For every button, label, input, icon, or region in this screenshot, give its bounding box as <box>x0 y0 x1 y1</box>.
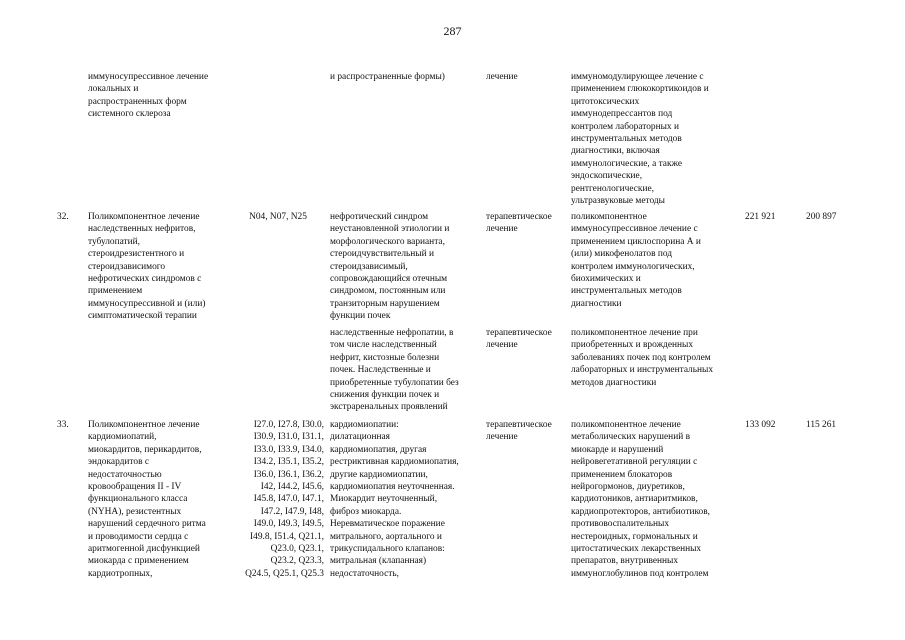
row-3-codes: I27.0, I27.8, I30.0, I30.9, I31.0, I31.1, I33.0, I33.9, I34.0, I34.2, I35.1, I35.2, I36.0, I36.1, I36.2, I42, I44.2, I45.6, I45.8, I47.0, I47.1, I47.2, I47.9, I48, I49.0, I49.3, I49.5, I49.8, I51.4, Q21.1, Q23.0, Q23.1, Q23.2, Q23.3, Q24.5, Q25.1, Q25.3 <box>245 420 324 579</box>
row-3-volume-1: 133 092 <box>745 420 776 430</box>
row-1-type: терапевтическое лечение <box>486 212 552 235</box>
row-1-number: 32. <box>57 212 69 222</box>
row-3-model: кардиомиопатии: дилатационная кардиомиопатия, другая рестриктивная кардиомиопатия, другие кардиомиопатии, кардиомиопатия неуточненная. Миокардит неуточненный, фиброз миокарда. Неревматическое поражение митрального, аортального и трикуспидального клапанов: митральная (клапанная) недостаточность, <box>330 420 459 579</box>
row-0-model: и распространенные формы) <box>330 72 445 82</box>
row-1-name: Поликомпонентное лечение наследственных нефритов, тубулопатий, стероидрезистентного и стероидзависимого нефротических синдромов с применением иммуносупрессивной и (или) симптоматической терапии <box>88 212 206 322</box>
row-2-type: терапевтическое лечение <box>486 328 552 351</box>
row-0-method: иммуномодулирующее лечение с применением глюкокортикоидов и цитотоксических иммунодепрессантов под контролем лабораторных и инструментальных методов диагностики, включая иммунологические, а также эндоскопические, рентгенологические, ультразвуковые методы <box>571 72 709 207</box>
row-1-codes: N04, N07, N25 <box>249 212 307 222</box>
row-2-method: поликомпонентное лечение при приобретенных и врожденных заболеваниях почек под контролем лабораторных и инструментальных методов диагностики <box>571 328 714 388</box>
row-3-name: Поликомпонентное лечение кардиомиопатий, миокардитов, перикардитов, эндокардитов с недостаточностью кровообращения II - IV функционального класса (NYHA), резистентных нарушений сердечного ритма и проводимости сердца с аритмогенной дисфункцией миокарда с применением кардиотропных, <box>88 420 206 579</box>
row-3-type: терапевтическое лечение <box>486 420 552 443</box>
row-1-volume-1: 221 921 <box>745 212 776 222</box>
row-3-number: 33. <box>57 420 69 430</box>
row-2-model: наследственные нефропатии, в том числе наследственный нефрит, кистозные болезни почек. Наследственные и приобретенные тубулопатии без снижения функции почек и экстраренальных проявлений <box>330 328 459 413</box>
page-number: 287 <box>443 24 462 38</box>
row-0-type: лечение <box>486 72 518 82</box>
row-0-name: иммуносупрессивное лечение локальных и распространенных форм системного склероза <box>88 72 209 120</box>
row-3-volume-2: 115 261 <box>806 420 837 430</box>
row-1-model: нефротический синдром неустановленной этиологии и морфологического варианта, стероидчувствительный и стероидзависимый, сопровождающийся отечным синдромом, постоянным или транзиторным нарушением функции почек <box>330 212 450 322</box>
row-3-method: поликомпонентное лечение метаболических нарушений в миокарде и нарушений нейровегетативной регуляции с применением блокаторов нейрогормонов, диуретиков, кардиотоников, антиаритмиков, кардиопротекторов, антибиотиков, противовоспалительных нестероидных, гормональных и цитостатических лекарственных препаратов, внутривенных иммуноглобулинов под контролем <box>571 420 711 579</box>
row-1-method: поликомпонентное иммуносупрессивное лечение с применением циклоспорина А и (или) микофенолатов под контролем иммунологических, биохимических и инструментальных методов диагностики <box>571 212 701 309</box>
row-1-volume-2: 200 897 <box>806 212 837 222</box>
